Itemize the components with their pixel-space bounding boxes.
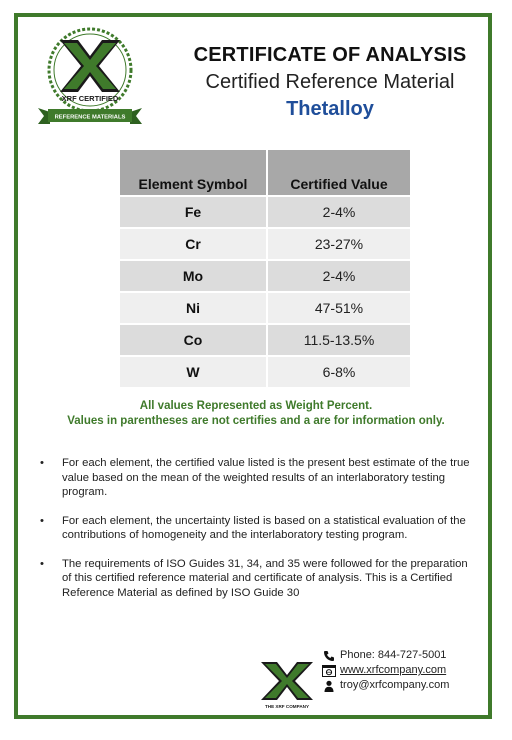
certified-value: 2-4% — [267, 260, 410, 292]
element-symbol: W — [120, 356, 267, 387]
statement-text: The requirements of ISO Guides 31, 34, and 35 were followed for the preparation of this certified reference material and certificate of analysis. This is a Certified Reference Material as defined by ISO Guide 30 — [62, 557, 468, 599]
certified-value: 2-4% — [267, 196, 410, 228]
list-item — [36, 456, 476, 500]
email-row — [322, 678, 449, 693]
badge-text: XRF CERTIFIED — [61, 94, 119, 103]
table-row — [120, 324, 410, 356]
x-letter-icon — [261, 662, 313, 700]
phone-text: Phone: 844-727-5001 — [340, 649, 447, 661]
certified-value: 11.5-13.5% — [267, 324, 410, 356]
email-text[interactable]: troy@xrfcompany.com — [340, 679, 450, 691]
element-symbol: Cr — [120, 228, 267, 260]
xrf-company-logo — [257, 660, 317, 710]
bullet-icon: • — [40, 514, 44, 527]
element-symbol: Co — [120, 324, 267, 356]
note-line-1: All values Represented as Weight Percent. — [139, 400, 373, 412]
table-header-row — [120, 150, 410, 196]
material-name: Thetalloy — [286, 98, 374, 120]
website-link[interactable]: www.xrfcompany.com — [340, 664, 447, 676]
certificate-subtitle: Certified Reference Material — [205, 71, 455, 93]
contact-info — [322, 648, 449, 693]
element-symbol: Mo — [120, 260, 267, 292]
xrf-certified-logo — [36, 26, 144, 130]
phone-row — [322, 648, 449, 663]
column-header-value: Certified Value — [267, 150, 410, 196]
certificate-header — [180, 44, 480, 121]
element-symbol: Fe — [120, 196, 267, 228]
certificate-title: CERTIFICATE OF ANALYSIS — [193, 44, 467, 66]
ribbon-text: REFERENCE MATERIALS — [54, 114, 126, 121]
company-logo-text: THE XRF COMPANY — [264, 704, 310, 709]
certified-value: 23-27% — [267, 228, 410, 260]
table-row — [120, 196, 410, 228]
website-row — [322, 663, 449, 678]
statement-text: For each element, the uncertainty listed is based on a statistical evaluation of the contributions of homogeneity and the interlaboratory testing program. — [62, 514, 466, 541]
person-icon — [322, 680, 336, 692]
phone-icon — [322, 650, 336, 662]
note-line-2: Values in parentheses are not certifies and a are for information only. — [67, 415, 445, 427]
table-row — [120, 228, 410, 260]
list-item — [36, 557, 476, 601]
bullet-icon: • — [40, 557, 44, 570]
statement-text: For each element, the certified value listed is the present best estimate of the true value based on the mean of the weighted results of an interlaboratory testing program. — [62, 457, 470, 498]
bullet-icon: • — [40, 457, 44, 469]
list-item — [36, 514, 476, 543]
certified-values-table — [120, 150, 410, 387]
certified-value: 6-8% — [267, 356, 410, 387]
column-header-element: Element Symbol — [120, 150, 267, 196]
web-icon — [322, 665, 336, 677]
table-row — [120, 356, 410, 387]
certification-statements — [36, 456, 476, 614]
certified-value: 47-51% — [267, 292, 410, 324]
table-row — [120, 260, 410, 292]
weight-percent-notes — [30, 399, 482, 429]
table-row — [120, 292, 410, 324]
element-symbol: Ni — [120, 292, 267, 324]
